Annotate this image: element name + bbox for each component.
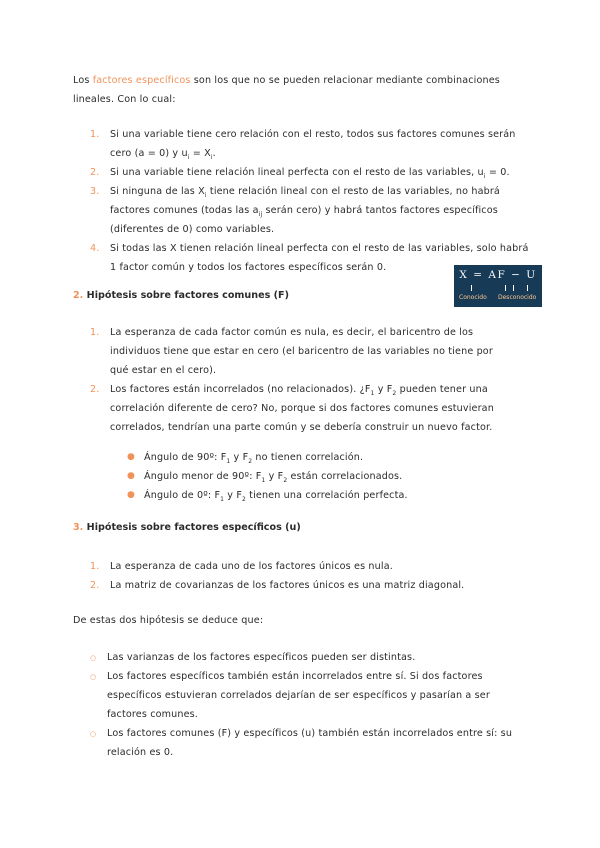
list-item <box>90 182 530 239</box>
hollow-bullet-icon: ○ <box>90 673 97 681</box>
hollow-bullet-icon: ○ <box>90 730 97 738</box>
item-text: y F <box>224 490 242 501</box>
item-text: tiene relación lineal con el resto de las variables, no habrá factores comunes (todas las a <box>110 186 500 216</box>
tick-mark <box>513 285 514 291</box>
item-text: Los factores específicos también están incorrelados entre sí. Si dos factores específicos estuvieran correlados dejarían de ser específicos y pasarían a ser factores comunes. <box>107 671 490 720</box>
list-number: 4. <box>90 243 100 254</box>
bullet-item <box>90 648 520 667</box>
subscript: 2 <box>392 389 397 397</box>
section-heading-specific-factors <box>73 522 301 533</box>
heading-number: 3. <box>73 522 84 533</box>
item-text: . <box>212 148 216 159</box>
tick-mark <box>505 285 506 291</box>
subscript: i <box>210 153 213 161</box>
list-item <box>90 125 530 163</box>
section-heading-common-factors <box>73 290 289 301</box>
list-item <box>90 323 510 380</box>
subscript: 1 <box>220 495 225 503</box>
hollow-bullet-icon: ○ <box>90 654 97 662</box>
bullet-icon: ● <box>127 452 136 462</box>
subscript: 2 <box>283 476 288 484</box>
item-text: Los factores comunes (F) y específicos (u) también están incorrelados entre sí: su relación es 0. <box>107 728 513 758</box>
subscript: 2 <box>248 457 253 465</box>
subscript: ij <box>258 210 263 218</box>
item-text: pueden tener una correlación diferente de cero? No, porque si dos factores comunes estuvieran correlados, tendrían una parte común y se debería construir un nuevo factor. <box>110 384 494 433</box>
subscript: 1 <box>370 389 375 397</box>
list-number: 1. <box>90 561 100 572</box>
list-item <box>90 163 530 182</box>
subscript: i <box>483 172 486 180</box>
item-text: = 0. <box>485 167 510 178</box>
formula-equation: X = AF − U <box>459 269 537 281</box>
subscript: i <box>187 153 190 161</box>
list-number: 3. <box>90 186 100 197</box>
item-text: Ángulo menor de 90º: F <box>144 471 262 482</box>
deduce-paragraph: De estas dos hipótesis se deduce que: <box>73 615 264 626</box>
item-text: Ángulo de 90º: F <box>144 452 227 463</box>
bullet-icon: ● <box>127 471 136 481</box>
list-item <box>90 380 510 437</box>
formula-box <box>454 265 542 307</box>
item-text: tienen una correlación perfecta. <box>245 490 408 501</box>
item-text: Si una variable tiene cero relación con el resto, todos sus factores comunes serán cero (a = 0) y u <box>110 129 516 159</box>
bullet-item <box>90 667 520 724</box>
item-text: y F <box>230 452 249 463</box>
intro-highlight: factores específicos <box>92 75 191 86</box>
bullet-item <box>127 486 487 505</box>
item-text: La esperanza de cada uno de los factores únicos es nula. <box>110 561 393 572</box>
bullet-icon: ● <box>127 490 136 500</box>
item-text: Las varianzas de los factores específicos pueden ser distintas. <box>107 652 416 663</box>
subscript: 2 <box>242 495 246 503</box>
list-number: 2. <box>90 580 100 591</box>
list-item <box>90 576 510 595</box>
subscript: 1 <box>226 457 231 465</box>
bullet-item <box>127 467 487 486</box>
item-text: Si todas las X tienen relación lineal perfecta con el resto de las variables, solo habrá 1 factor común y todos los factores específicos serán 0. <box>110 243 529 273</box>
subscript: 1 <box>261 476 266 484</box>
list-number: 1. <box>90 129 100 140</box>
item-text: La matriz de covarianzas de los factores únicos es una matriz diagonal. <box>110 580 465 591</box>
list-number: 2. <box>90 384 100 395</box>
bullet-item <box>127 448 487 467</box>
bullet-item <box>90 724 520 762</box>
item-text: están correlacionados. <box>287 471 403 482</box>
angle-bullets <box>127 448 487 505</box>
intro-before: Los <box>73 75 93 86</box>
intro-paragraph <box>73 71 543 109</box>
item-text: = X <box>189 148 211 159</box>
label-known: Conocido <box>459 294 487 301</box>
list-item <box>90 557 510 576</box>
list-number: 2. <box>90 167 100 178</box>
subscript: i <box>204 191 207 199</box>
list-number: 1. <box>90 327 100 338</box>
item-text: y F <box>265 471 284 482</box>
heading-number: 2. <box>73 290 84 301</box>
item-text: Si ninguna de las X <box>110 186 205 197</box>
item-text: Si una variable tiene relación lineal perfecta con el resto de las variables, u <box>110 167 484 178</box>
heading-title: Hipótesis sobre factores específicos (u) <box>83 522 301 533</box>
item-text: no tienen correlación. <box>252 452 364 463</box>
item-text: La esperanza de cada factor común es nula, es decir, el baricentro de los individuos tiene que estar en cero (el baricentro de las variables no tiene por qué estar en el cero). <box>110 327 493 376</box>
cases-list <box>90 125 530 277</box>
conclusions-list <box>90 648 520 762</box>
tick-mark <box>471 285 472 291</box>
common-factors-list <box>90 323 510 437</box>
heading-title: Hipótesis sobre factores comunes (F) <box>83 290 289 301</box>
item-text: y F <box>374 384 393 395</box>
item-text: Ángulo de 0º: F <box>144 490 221 501</box>
specific-factors-list <box>90 557 510 595</box>
intro-after: son los que no se pueden relacionar mediante combinaciones lineales. Con lo cual: <box>73 75 500 105</box>
label-unknown: Desconocido <box>498 294 537 301</box>
item-text: Los factores están incorrelados (no relacionados). ¿F <box>110 384 371 395</box>
tick-mark <box>527 285 528 291</box>
item-text: serán cero) y habrá tantos factores específicos (diferentes de 0) como variables. <box>110 205 498 235</box>
